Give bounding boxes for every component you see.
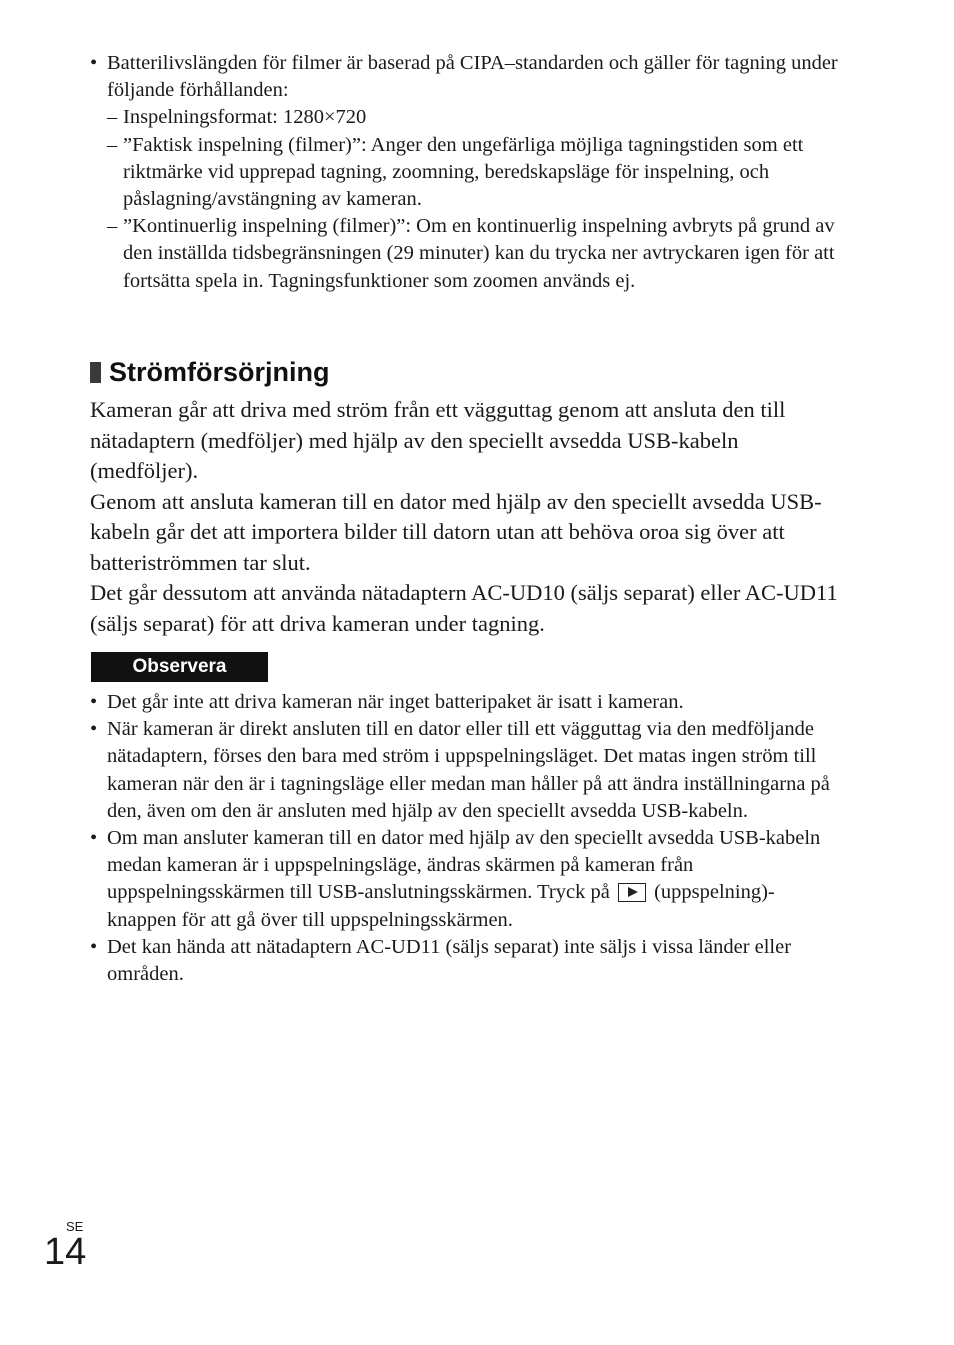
list-item: [90, 50, 850, 104]
note-text: Det går inte att driva kameran när inget batteripaket är isatt i kameran.: [107, 691, 684, 713]
language-code: SE: [66, 1219, 84, 1234]
paragraph: Kameran går att driva med ström från ett vägguttag genom att ansluta den till nätadaptern (medföljer) med hjälp av den speciellt avsedda USB-kabeln (medföljer).: [90, 397, 786, 483]
note-list: [90, 689, 842, 988]
note-text: När kameran är direkt ansluten till en dator eller till ett vägguttag via den medföljande nätadaptern, förses den bara med ström i uppspelningsläget. Det matas ingen ström till kameran när den är i tagningsläge eller medan man håller på att ändra inställningarna på den, även om den är ansluten med hjälp av den speciellt avsedda USB-kabeln.: [107, 718, 830, 822]
dash-text: ”Faktisk inspelning (filmer)”: Anger den ungefärliga möjliga tagningstiden som ett riktmärke vid upprepad tagning, zoomning, beredskapsläge för inspelning, och påslagning/avstängning av kameran.: [123, 133, 804, 211]
list-item: [90, 716, 842, 825]
dash-item: [90, 104, 850, 131]
bullet-text: Batterilivslängden för filmer är baserad på CIPA–standarden och gäller för tagning under följande förhållanden:: [107, 52, 838, 102]
bullet-mark: •: [90, 52, 98, 74]
list-item: [90, 689, 842, 716]
page-number: 14: [44, 1231, 87, 1273]
section-title: Strömförsörjning: [109, 356, 330, 387]
dash-item: [90, 132, 850, 214]
paragraph: Genom att ansluta kameran till en dator med hjälp av den speciellt avsedda USB-kabeln går det att importera bilder till datorn utan att behöva oroa sig över att batteriströmmen tar slut.: [90, 488, 822, 575]
bullet-mark: •: [90, 935, 98, 958]
dash-mark: –: [107, 215, 118, 238]
bullet-mark: •: [90, 718, 98, 741]
dash-text: ”Kontinuerlig inspelning (filmer)”: Om en kontinuerlig inspelning avbryts på grund av den inställda tidsbegränsningen (29 minuter) kan du trycka ner avtryckaren igen för att fortsätta spela in. Tagningsfunktioner som zoomen används ej.: [123, 215, 835, 292]
battery-life-notes: [90, 50, 850, 295]
list-item: [90, 934, 842, 988]
bullet-mark: •: [90, 691, 98, 713]
section-body: [90, 395, 850, 639]
dash-mark: –: [107, 133, 118, 156]
note-text-before-icon: Om man ansluter kameran till en dator med hjälp av den speciellt avsedda USB-kabeln medan kameran är i uppspelningsläge, ändras skärmen på kameran från uppspelningsskärmen till USB-anslutningsskärmen. Tryck på: [107, 827, 821, 904]
paragraph: Det går dessutom att använda nätadaptern AC-UD10 (säljs separat) eller AC-UD11 (säljs separat) för att driva kameran under tagning.: [90, 580, 838, 636]
list-item: [90, 825, 842, 934]
play-icon: [618, 883, 646, 902]
dash-item: [90, 213, 850, 295]
note-text: Det kan hända att nätadaptern AC-UD11 (säljs separat) inte säljs i vissa länder eller områden.: [107, 935, 792, 986]
dash-text: Inspelningsformat: 1280×720: [123, 106, 367, 129]
bullet-mark: •: [90, 827, 98, 850]
note-label: Observera: [91, 652, 268, 682]
dash-mark: –: [107, 106, 118, 129]
heading-marker-icon: [90, 362, 101, 383]
note-text-after-icon: (uppspelning)-knappen för att gå över till uppspelningsskärmen.: [107, 881, 775, 931]
section-heading: [90, 355, 330, 389]
